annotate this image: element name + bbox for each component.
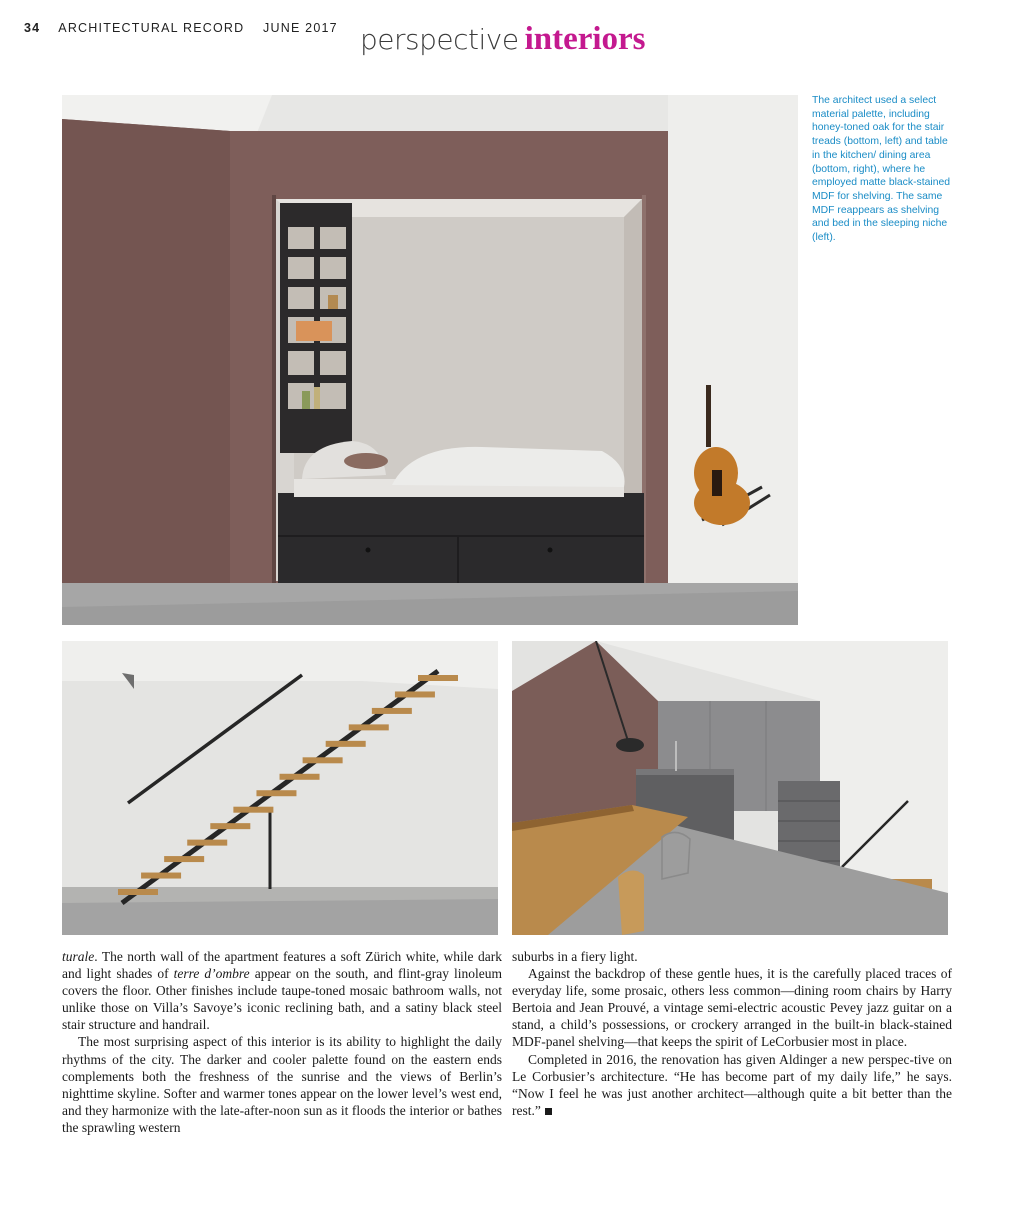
body-paragraph [62, 1033, 502, 1136]
body-text-left-column [62, 948, 502, 1136]
stair-tread [164, 856, 204, 862]
stair-tread [280, 774, 320, 780]
photo-caption: The architect used a select material palette, including honey-toned oak for the stair treads (bottom, left) and table in the kitchen/ dining area (bottom, right), where he employed matte black-stained MDF for shelving. The same MDF reappears as shelving and bed in the sleeping niche (left). [812, 95, 951, 244]
stair-tread [326, 741, 366, 747]
body-paragraph [512, 948, 952, 965]
text-run: Against the backdrop of these gentle hues, it is the carefully placed traces of everyday life, some prosaic, others less common—dining room chairs by Harry Bertoia and Jean Prouvé, a vintage semi-electric acoustic Pevey jazz guitar on a stand, a child’s possessions, or crockery arranged in the built-in black-stained MDF-panel shelving—that keeps the spirit of LeCorbusier most in place. [512, 966, 952, 1050]
section-title [360, 18, 646, 60]
text-run: The most surprising aspect of this interior is its ability to highlight the daily rhythms of the city. The darker and cooler palette found on the eastern ends complements both the freshness of the sunrise and the views of Berlin’s nighttime skyline. Softer and warmer tones appear on the lower level’s west end, and they harmonize with the late-after-noon sun as it floods the interior or bathes the sprawling western [62, 1034, 502, 1135]
photo-stair [62, 641, 498, 935]
stair-tread [187, 840, 227, 846]
stair-tread [349, 724, 389, 730]
body-paragraph [512, 965, 952, 1050]
page-number: 34 [24, 21, 41, 35]
issue-date: JUNE 2017 [263, 21, 338, 35]
publication-name: ARCHITECTURAL RECORD [58, 21, 245, 35]
section-title-light: perspective [360, 23, 519, 56]
stair-tread [141, 873, 181, 879]
stair-tread [118, 889, 158, 895]
text-run: suburbs in a fiery light. [512, 949, 638, 964]
text-run: . The north wall of the apartment features a soft Zürich white, while dark and light shades of [62, 949, 502, 982]
text-run: appear on the south, and flint-gray linoleum covers the floor. Other finishes include taupe-toned mosaic bathroom walls, not unlike those on Villa’s Savoye’s iconic reclining bath, and a satiny black steel stair structure and handrail. [62, 966, 503, 1033]
stair-tread [418, 675, 458, 681]
section-title-bold: interiors [524, 21, 646, 57]
italic-run: terre d’ombre [173, 966, 250, 982]
stair-tread [210, 823, 250, 829]
stair-tread [303, 757, 343, 763]
photo-sleeping-niche [62, 95, 798, 625]
body-paragraph [512, 1051, 952, 1119]
stair-tread [395, 691, 435, 697]
stair-tread [233, 807, 273, 813]
photo-kitchen-dining [512, 641, 948, 935]
running-header [24, 21, 338, 35]
stair-tread [256, 790, 296, 796]
stair-tread [372, 708, 412, 714]
end-of-article-mark [545, 1108, 552, 1115]
italic-run: turale [62, 949, 95, 964]
text-run: Completed in 2016, the renovation has given Aldinger a new perspec-tive on Le Corbusier’s architecture. “He has become part of my daily life,” he says. “Now I feel he was just another architect—although quite a bit better than the rest.” [512, 1051, 952, 1118]
body-paragraph [62, 948, 502, 1033]
body-text-right-column [512, 948, 952, 1119]
